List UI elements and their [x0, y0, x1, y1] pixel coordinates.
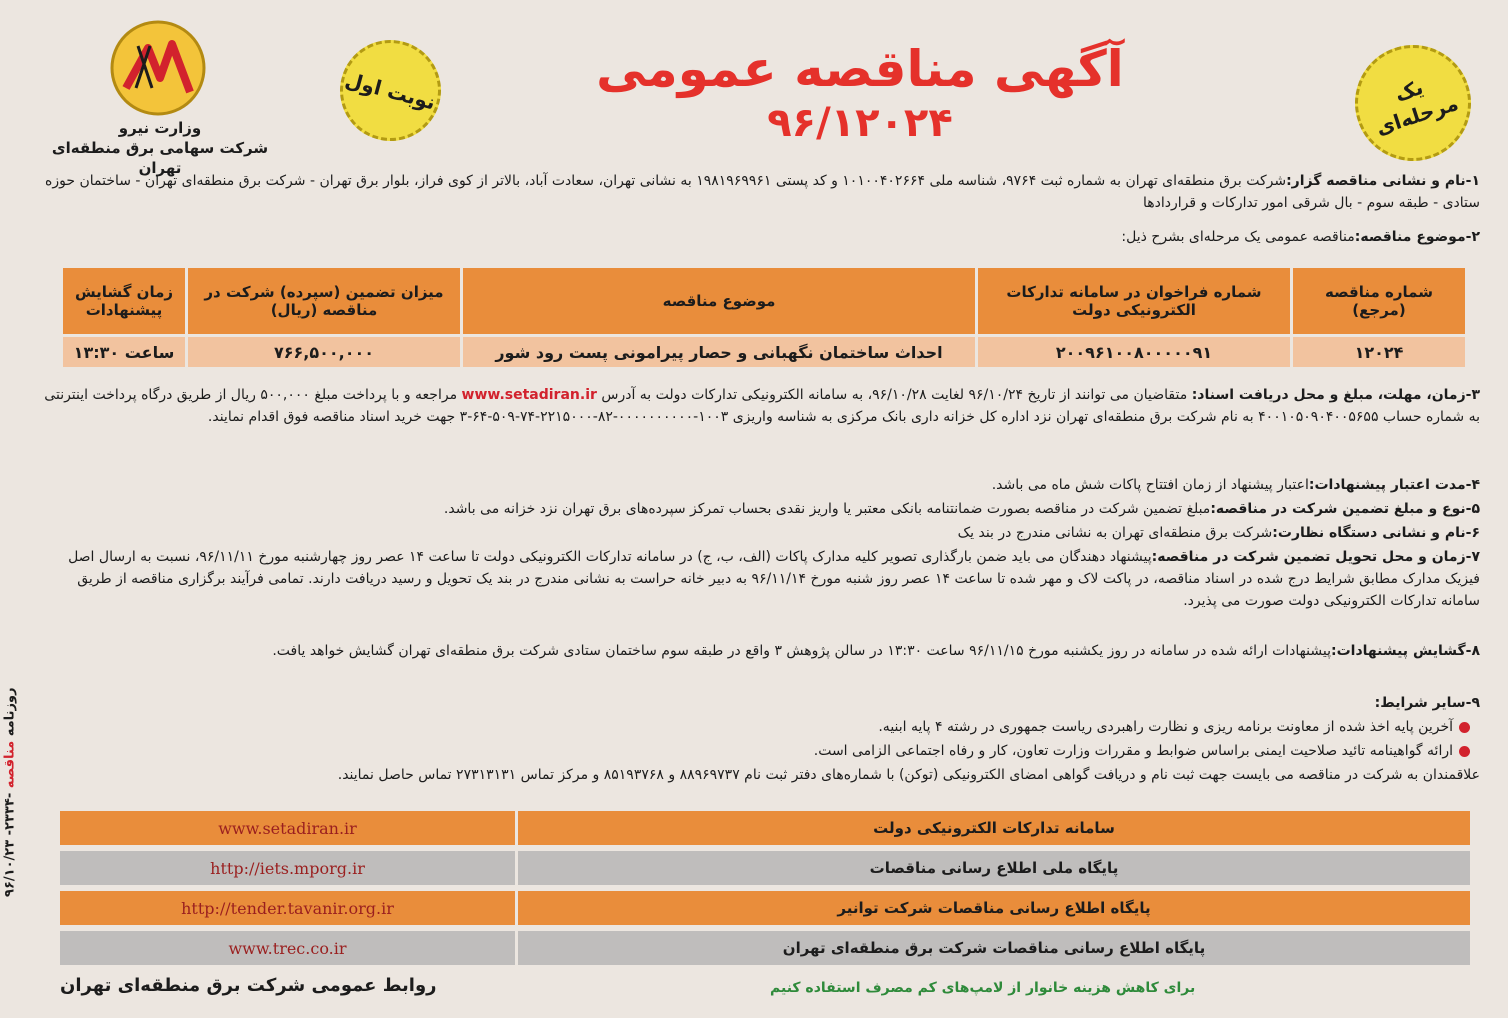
link-row: [60, 851, 1470, 885]
link-url[interactable]: http://iets.mporg.ir: [60, 851, 515, 885]
link-name: سامانه تدارکات الکترونیکی دولت: [515, 811, 1470, 845]
section-9: ۹-سایر شرایط:: [1374, 695, 1480, 711]
section-1: ۱-نام و نشانی مناقصه گزار:شرکت برق منطقه‌ای تهران به شماره ثبت ۹۷۶۴، شناسه ملی ۱۰۱۰۰۴۰۲۶۶۴ و کد پستی ۱۹۸۱۹۶۹۹۶۱ به نشانی تهران، سعادت آباد، بالاتر از کوی فراز، بلوار برق تهران - شرکت برق منطقه‌ای تهران - ساختمان حوزه ستادی - طبقه سوم - بال شرقی امور تدارکات و قراردادها: [45, 173, 1480, 211]
link-row: [60, 891, 1470, 925]
link-name: پایگاه اطلاع رسانی مناقصات شرکت توانیر: [515, 891, 1470, 925]
col-call-number: شماره فراخوان در سامانه تدارکات الکترونیکی دولت: [977, 267, 1292, 336]
section-8: ۸-گشایش پیشنهادات:پیشنهادات ارائه شده در سامانه در روز یکشنبه مورخ ۹۶/۱۱/۱۵ ساعت ۱۳:۳۰ در سالن پژوهش ۳ واقع در طبقه سوم ساختمان ستادی شرکت برق منطقه‌ای تهران گشایش خواهد یافت.: [272, 643, 1480, 659]
link-url[interactable]: http://tender.tavanir.org.ir: [60, 891, 515, 925]
condition-item: ارائه گواهینامه تائید صلاحیت ایمنی براساس ضوابط و مقررات وزارت تعاون، کار و رفاه اجتماعی الزامی است.: [50, 740, 1470, 762]
tender-table: [60, 265, 1468, 370]
cell-subject: احداث ساختمان نگهبانی و حصار پیرامونی پست رود شور: [462, 336, 977, 369]
col-subject: موضوع مناقصه: [462, 267, 977, 336]
cell-opening-time: ساعت ۱۳:۳۰: [62, 336, 187, 369]
newspaper-margin: روزنامه مناقصه -۲۳۳۴- ۹۶/۱۰/۲۳: [2, 687, 18, 897]
setadiran-link[interactable]: www.setadiran.ir: [461, 387, 597, 403]
company-name: وزارت نیرو شرکت سهامی برق منطقه‌ای تهران: [51, 119, 269, 177]
section-2: ۲-موضوع مناقصه:مناقصه عمومی یک مرحله‌ای بشرح ذیل:: [1121, 229, 1480, 245]
one-stage-badge: یک مرحله‌ای: [1340, 30, 1486, 176]
cell-call-number: ۲۰۰۹۶۱۰۰۸۰۰۰۰۰۹۱: [977, 336, 1292, 369]
cell-guarantee: ۷۶۶,۵۰۰,۰۰۰: [187, 336, 462, 369]
col-guarantee: میزان تضمین (سپرده) شرکت در مناقصه (ریال): [187, 267, 462, 336]
company-logo-icon: [108, 18, 208, 118]
section-3: ۳-زمان، مهلت، مبلغ و محل دریافت اسناد: متقاضیان می توانند از تاریخ ۹۶/۱۰/۲۴ لغایت ۹۶/۱۰/۲۸، به سامانه الکترونیکی تدارکات دولت به آدرس www.setadiran.ir مراجعه و با پرداخت مبلغ ۵۰۰,۰۰۰ ریال از طریق درگاه پرداخت اینترنتی به شماره حساب ۴۰۰۱۰۵۰۹۰۴۰۰۵۶۵۵ به نام شرکت برق منطقه‌ای تهران نزد اداره کل خزانه داری بانک مرکزی به شناسه واریزی ۱۰۰۳-۰۰۰۰۰۰۰۰۰۰-۸۲-۲۲۱۵۰۰۰-۷۴-۵۰۹-۶۴-۳ جهت خرید اسناد مناقصه فوق اقدام نمایند.: [44, 387, 1480, 425]
condition-item: آخرین پایه اخذ شده از معاونت برنامه ریزی و نظارت راهبردی ریاست جمهوری در رشته ۴ پایه ابنیه.: [50, 716, 1470, 738]
link-row: [60, 811, 1470, 845]
energy-saving-slogan: برای کاهش هزینه خانوار از لامپ‌های کم مصرف استفاده کنیم: [770, 980, 1196, 996]
col-ref-number: شماره مناقصه (مرجع): [1292, 267, 1467, 336]
link-name: پایگاه اطلاع رسانی مناقصات شرکت برق منطقه‌ای تهران: [515, 931, 1470, 965]
link-url[interactable]: www.trec.co.ir: [60, 931, 515, 965]
table-row: [62, 336, 1467, 369]
page-title: آگهی مناقصه عمومی: [596, 40, 1124, 98]
tender-number: ۹۶/۱۲۰۲۴: [767, 100, 953, 146]
section-4: ۴-مدت اعتبار پیشنهادات:اعتبار پیشنهاد از زمان افتتاح پاکات شش ماه می باشد.: [991, 477, 1480, 493]
link-url[interactable]: www.setadiran.ir: [60, 811, 515, 845]
contact-note: علاقمندان به شرکت در مناقصه می بایست جهت ثبت نام و دریافت گواهی امضای الکترونیکی (توکن) با شماره‌های دفتر ثبت نام ۸۸۹۶۹۷۳۷ و ۸۵۱۹۳۷۶۸ و مرکز تماس ۲۷۳۱۳۱۳۱ تماس حاصل نمایند.: [337, 767, 1480, 783]
bullet-icon: [1459, 722, 1470, 733]
public-relations: روابط عمومی شرکت برق منطقه‌ای تهران: [60, 975, 437, 996]
cell-ref-number: ۱۲۰۲۴: [1292, 336, 1467, 369]
first-round-badge: نوبت اول: [329, 29, 453, 153]
links-table: [60, 805, 1470, 971]
link-name: پایگاه ملی اطلاع رسانی مناقصات: [515, 851, 1470, 885]
section-5: ۵-نوع و مبلغ تضمین شرکت در مناقصه:مبلغ تضمین شرکت در مناقصه بصورت ضمانتنامه بانکی معتبر یا واریز نقدی بحساب تمرکز سپرده‌های برق تهران نزد خزانه می باشد.: [443, 501, 1480, 517]
section-7: ۷-زمان و محل تحویل تضمین شرکت در مناقصه:پیشنهاد دهندگان می باید ضمن بارگذاری تصویر کلیه مدارک پاکات (الف، ب، ج) در سامانه تدارکات الکترونیکی دولت تا ساعت ۱۴ عصر روز چهارشنبه مورخ ۹۶/۱۱/۱۱، نسبت به ارسال اصل فیزیک مدارک مطابق شرایط درج شده در اسناد مناقصه، در پاکت لاک و مهر شده تا ساعت ۱۴ عصر روز شنبه مورخ ۹۶/۱۱/۱۴ به دبیر خانه حراست به نشانی مندرج در بند یک تحویل و رسید دریافت دارند. تمامی فرآیند برگزاری مناقصه از طریق سامانه تدارکات الکترونیکی دولت صورت می پذیرد.: [68, 549, 1480, 609]
bullet-icon: [1459, 746, 1470, 757]
col-opening-time: زمان گشایش پیشنهادات: [62, 267, 187, 336]
table-header-row: [62, 267, 1467, 336]
section-6: ۶-نام و نشانی دستگاه نظارت:شرکت برق منطقه‌ای تهران به نشانی مندرج در بند یک: [957, 525, 1480, 541]
link-row: [60, 931, 1470, 965]
